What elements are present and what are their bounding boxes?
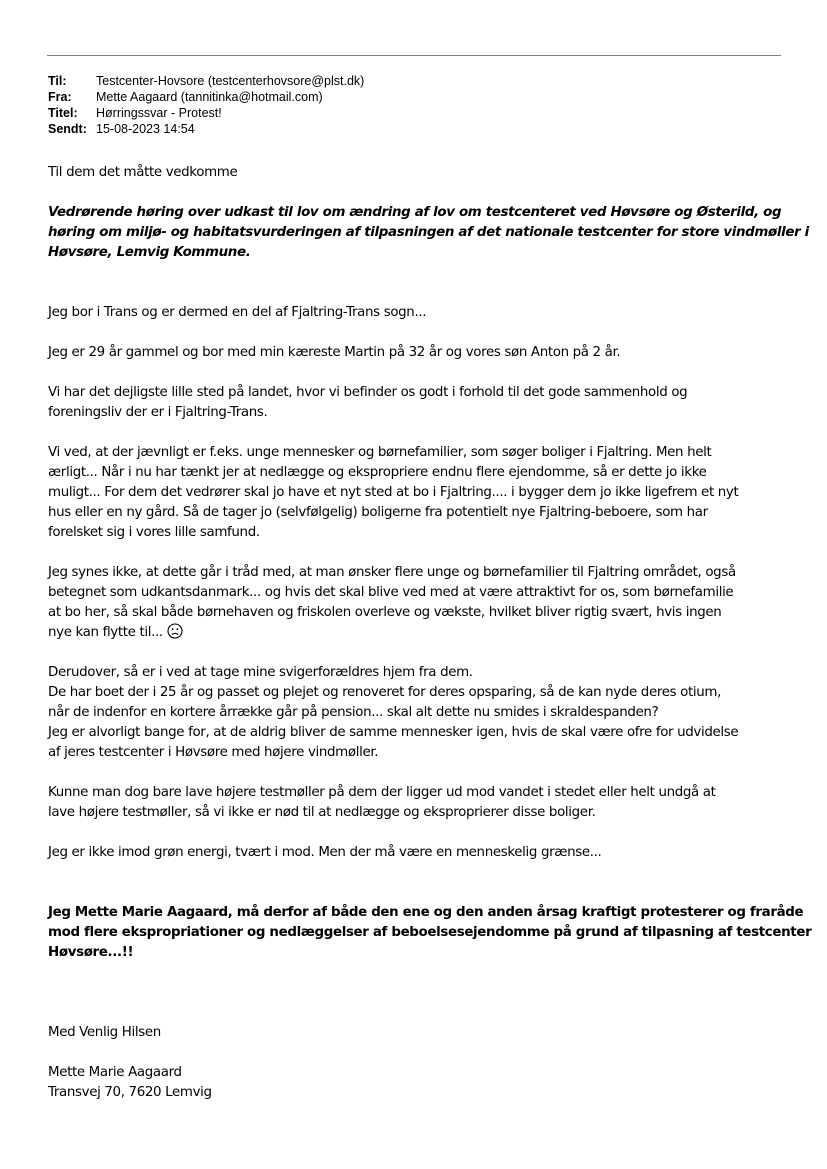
letter-body — [48, 163, 812, 1103]
title-label: Titel: — [48, 106, 78, 120]
paragraph-family: Jeg er 29 år gammel og bor med min kæreste Martin på 32 år og vores søn Anton på 2 år. — [48, 345, 621, 360]
subject-line: Vedrørende høring over udkast til lov om ændring af lov om testcenteret ved Høvsøre og Østerild, og — [48, 205, 782, 220]
sent-value: 15-08-2023 14:54 — [96, 122, 195, 136]
to-row — [48, 73, 364, 89]
to-label: Til: — [48, 74, 67, 88]
closing: Med Venlig Hilsen — [48, 1025, 161, 1040]
protest-statement: Jeg Mette Marie Aagaard, må derfor af både den ene og den anden årsag kraftigt protesterer og fraråde mod flere ekspropriationer og nedlæggelser af beboelsesejendomme på grund af tilpasning af testcenter Høvsøre...!! — [48, 905, 812, 960]
paragraph-suggestion: Kunne man dog bare lave højere testmøller på dem der ligger ud mod vandet i stedet eller helt undgå at lave højere testmøller, så vi ikke er nød til at nedlægge og eksproprierer disse boliger. — [48, 785, 716, 820]
to-value: Testcenter-Hovsore (testcenterhovsore@plst.dk) — [96, 74, 365, 88]
email-header — [48, 73, 364, 137]
from-label: Fra: — [48, 90, 72, 104]
subject-line: Høvsøre, Lemvig Kommune. — [48, 245, 251, 260]
paragraph-in-laws: Derudover, så er i ved at tage mine svigerforældres hjem fra dem. De har boet der i 25 år og passet og plejet og renoveret for deres opsparing, så de kan nyde deres otium, når de indenfor en kortere årrække går på pension... skal alt dette nu smides i skraldespanden? Jeg er alvorligt bange for, at de aldrig bliver de samme mennesker igen, hvis de skal være ofre for udvidelse af jeres testcenter i Høvsøre med højere vindmøller. — [48, 665, 739, 760]
from-value: Mette Aagaard (tannitinka@hotmail.com) — [96, 90, 323, 104]
title-value: Hørringssvar - Protest! — [96, 106, 222, 120]
paragraph-residence: Jeg bor i Trans og er dermed en del af Fjaltring-Trans sogn... — [48, 305, 427, 320]
title-row — [48, 105, 364, 121]
subject-paragraph — [48, 203, 809, 263]
salutation: Til dem det måtte vedkomme — [48, 165, 238, 180]
header-divider — [47, 55, 781, 56]
paragraph-community: Vi har det dejligste lille sted på landet, hvor vi befinder os godt i forhold til det gode sammenhold og foreningsliv der er i Fjaltring-Trans. — [48, 385, 688, 420]
paragraph-housing: Vi ved, at der jævnligt er f.eks. unge mennesker og børnefamilier, som søger boliger i Fjaltring. Men helt ærligt... Når i nu har tænkt jer at nedlægge og ekspropriere endnu flere ejendomme, så er dette jo ikke muligt... For dem det vedrører skal jo have et nyt sted at bo i Fjaltring.... i bygger dem jo ikke ligefrem et nyt hus eller en ny gård. Så de tager jo (selvfølgelig) boligerne fra potentielt nye Fjaltring-beboere, som har forelsket sig i vores lille samfund. — [48, 445, 739, 540]
subject-line: høring om miljø- og habitatsvurderingen af tilpasningen af det nationale testcenter for store vindmøller i — [48, 225, 809, 240]
sent-label: Sendt: — [48, 122, 87, 136]
signature-block — [48, 1063, 788, 1103]
paragraph-green-energy: Jeg er ikke imod grøn energi, tvært i mod. Men der må være en menneskelig grænse... — [48, 845, 602, 860]
from-row — [48, 89, 364, 105]
signature-name: Mette Marie Aagaard — [48, 1065, 182, 1080]
sent-row — [48, 121, 364, 137]
paragraph-families: Jeg synes ikke, at dette går i tråd med, at man ønsker flere unge og børnefamilier til Fjaltring området, også betegnet som udkantsdanmark... og hvis det skal blive ved med at være attraktivt for os, som børnefamilie at bo her, så skal både børnehaven og friskolen overleve og vækste, hvilket bliver rigtig svært, hvis ingen nye kan flytte til... — [48, 565, 736, 640]
signature-address: Transvej 70, 7620 Lemvig — [48, 1085, 212, 1100]
sad-face-icon — [167, 623, 183, 639]
